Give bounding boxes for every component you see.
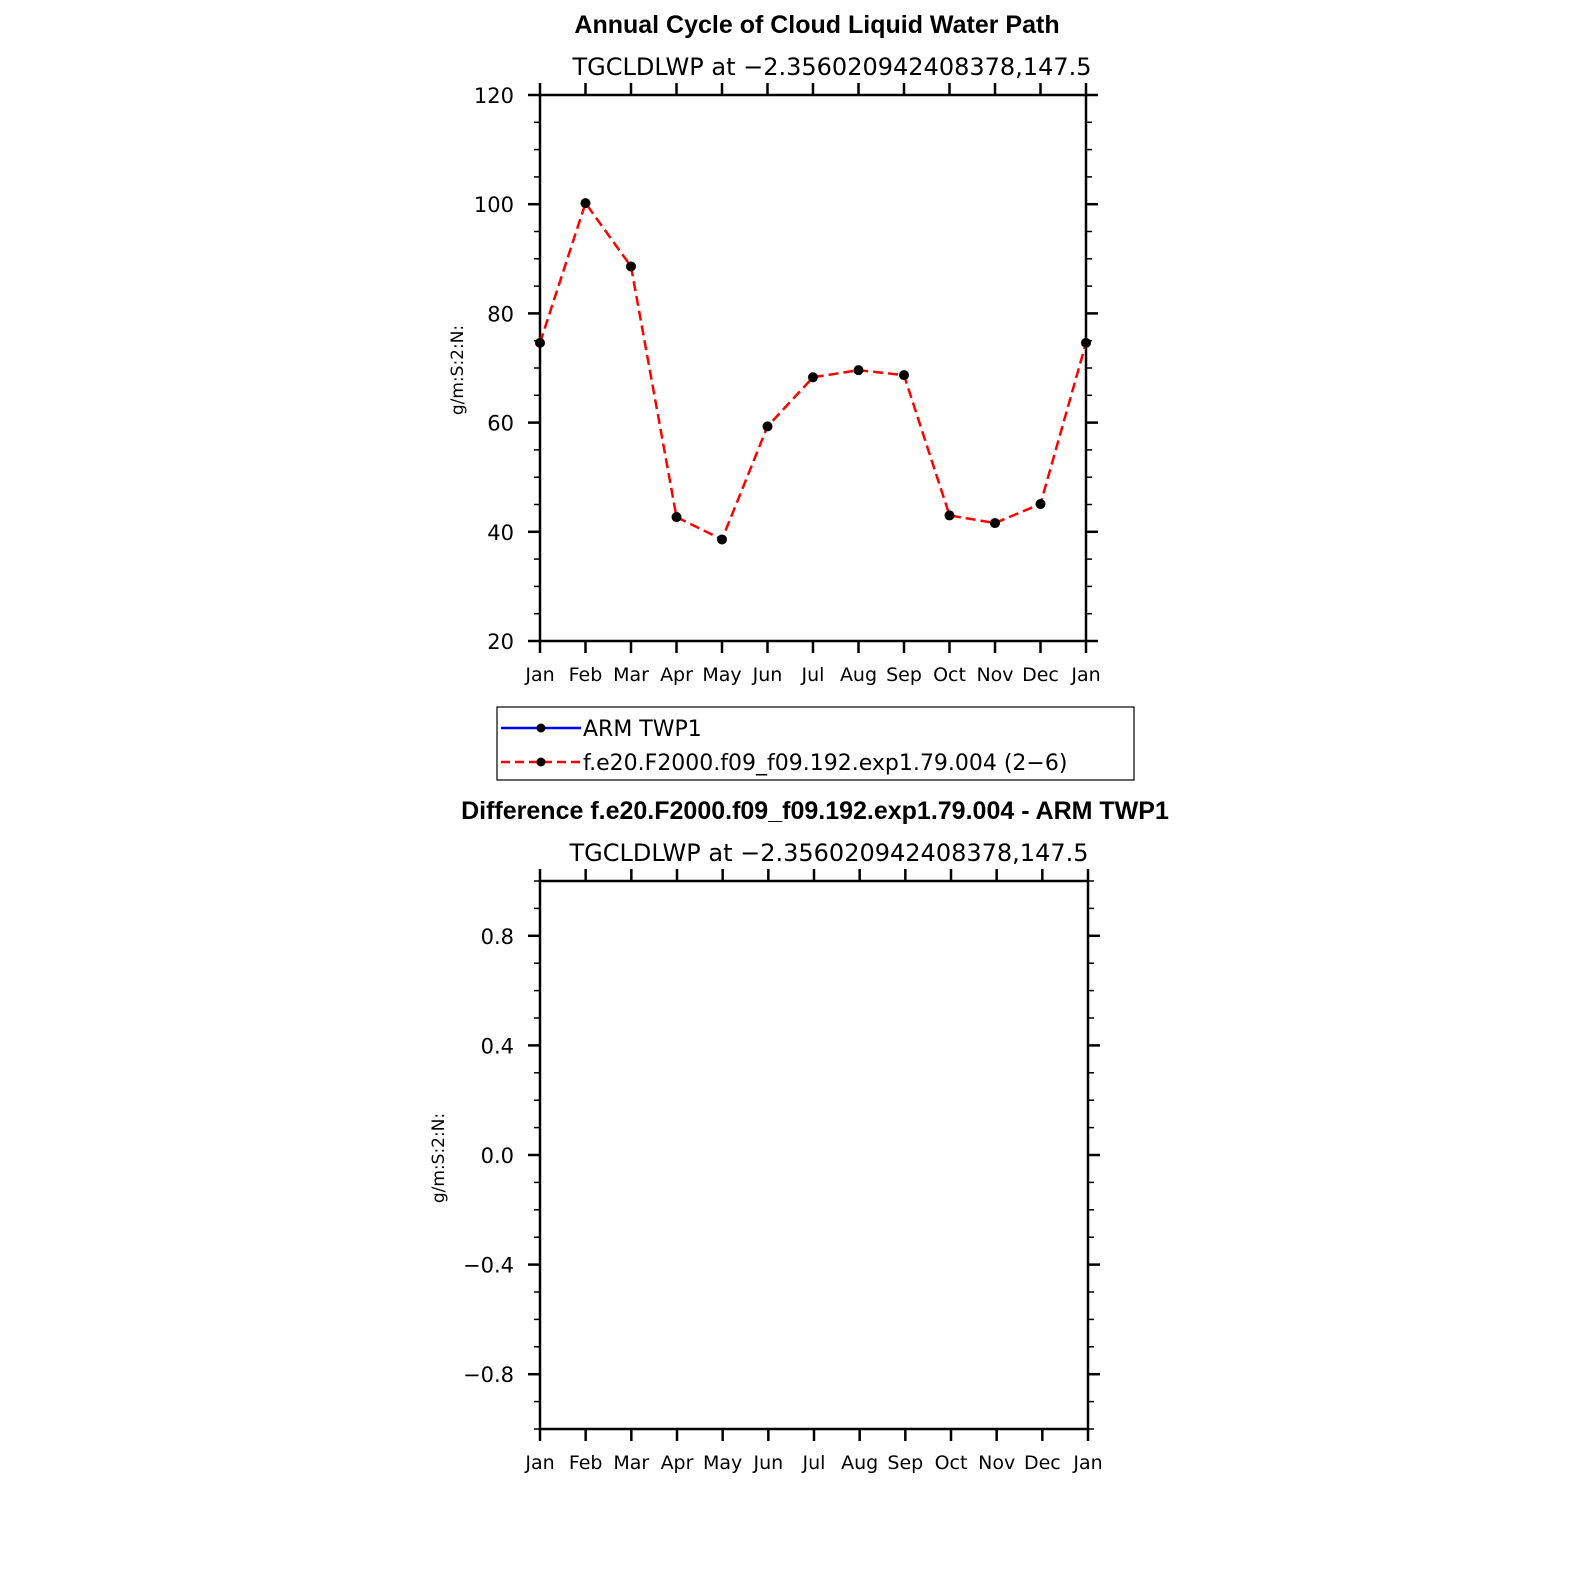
y-tick-label: 80 bbox=[487, 302, 514, 327]
x-tick-label: Jan bbox=[525, 664, 555, 686]
data-point bbox=[763, 421, 773, 431]
y-axis-label: g/m:S:2:N: bbox=[448, 324, 468, 416]
x-tick-label: Oct bbox=[934, 1452, 968, 1474]
x-tick-label: Jan bbox=[525, 1452, 555, 1474]
data-point bbox=[990, 518, 1000, 528]
legend-label-arm: ARM TWP1 bbox=[583, 717, 702, 742]
x-tick-label: Mar bbox=[613, 1452, 650, 1474]
y-tick-label: 0.4 bbox=[480, 1034, 514, 1059]
y-tick-label: 120 bbox=[473, 84, 514, 108]
x-tick-label: Jul bbox=[802, 1452, 826, 1474]
x-tick-label: Aug bbox=[841, 1452, 879, 1474]
x-tick-label: Nov bbox=[978, 1452, 1016, 1474]
plot-frame bbox=[540, 881, 1088, 1429]
y-tick-label: 0.8 bbox=[480, 924, 514, 949]
x-tick-labels bbox=[524, 1452, 1102, 1474]
x-tick-label: May bbox=[703, 1452, 743, 1474]
y-tick-label: 40 bbox=[487, 520, 514, 545]
x-tick-label: Jan bbox=[1071, 664, 1101, 686]
x-tick-label: Sep bbox=[886, 664, 922, 686]
data-point bbox=[717, 534, 727, 544]
x-tick-label: Sep bbox=[887, 1452, 924, 1474]
legend-marker-arm bbox=[537, 724, 546, 733]
series-layer bbox=[535, 198, 1091, 544]
data-point bbox=[1036, 499, 1046, 509]
x-tick-label: Feb bbox=[568, 664, 603, 686]
axis-ticks bbox=[528, 869, 1100, 1441]
y-axis-label: g/m:S:2:N: bbox=[429, 1112, 449, 1204]
legend bbox=[497, 707, 1134, 780]
y-tick-label: 0.0 bbox=[480, 1144, 514, 1168]
chart-subtitle: TGCLDLWP at −2.356020942408378,147.5 bbox=[572, 53, 1092, 81]
y-tick-label: 20 bbox=[487, 630, 514, 654]
x-tick-label: Jun bbox=[752, 664, 783, 686]
x-tick-label: Apr bbox=[660, 664, 693, 686]
x-tick-label: Jan bbox=[1073, 1452, 1103, 1474]
legend-label-model: f.e20.F2000.f09_f09.192.exp1.79.004 (2−6) bbox=[583, 751, 1068, 776]
chart-title: Difference f.e20.F2000.f09_f09.192.exp1.79.004 - ARM TWP1 bbox=[461, 797, 1169, 825]
x-tick-label: Jul bbox=[801, 664, 825, 686]
y-tick-labels bbox=[463, 925, 514, 1387]
y-tick-label: −0.4 bbox=[463, 1253, 514, 1278]
data-point bbox=[945, 510, 955, 520]
y-tick-label: 100 bbox=[473, 193, 514, 218]
x-tick-label: May bbox=[702, 664, 742, 686]
data-point bbox=[672, 512, 682, 522]
data-point bbox=[808, 372, 818, 382]
data-point bbox=[1081, 338, 1091, 348]
series-line bbox=[540, 203, 1086, 539]
x-tick-label: Nov bbox=[976, 664, 1014, 686]
annual-cycle-chart bbox=[448, 11, 1101, 686]
x-tick-label: Dec bbox=[1023, 1452, 1061, 1474]
plot-frame bbox=[540, 95, 1086, 641]
data-point bbox=[626, 261, 636, 271]
x-tick-label: Dec bbox=[1022, 664, 1059, 686]
x-tick-label: Apr bbox=[660, 1452, 694, 1474]
y-tick-label: −0.8 bbox=[463, 1363, 514, 1388]
y-tick-labels bbox=[474, 84, 514, 654]
y-tick-label: 60 bbox=[487, 411, 514, 436]
x-tick-label: Feb bbox=[568, 1452, 603, 1474]
x-tick-label: Oct bbox=[933, 664, 966, 686]
x-tick-label: Jun bbox=[753, 1452, 784, 1474]
x-tick-label: Aug bbox=[839, 664, 878, 686]
legend-marker-model bbox=[537, 758, 546, 767]
chart-subtitle: TGCLDLWP at −2.356020942408378,147.5 bbox=[569, 839, 1089, 867]
difference-chart bbox=[429, 797, 1169, 1474]
x-tick-label: Mar bbox=[613, 664, 649, 686]
data-point bbox=[899, 370, 909, 380]
x-tick-labels bbox=[524, 664, 1100, 686]
data-point bbox=[581, 198, 591, 208]
axis-ticks bbox=[528, 83, 1098, 653]
chart-title: Annual Cycle of Cloud Liquid Water Path bbox=[574, 11, 1060, 39]
data-point bbox=[535, 338, 545, 348]
data-point bbox=[854, 365, 864, 375]
